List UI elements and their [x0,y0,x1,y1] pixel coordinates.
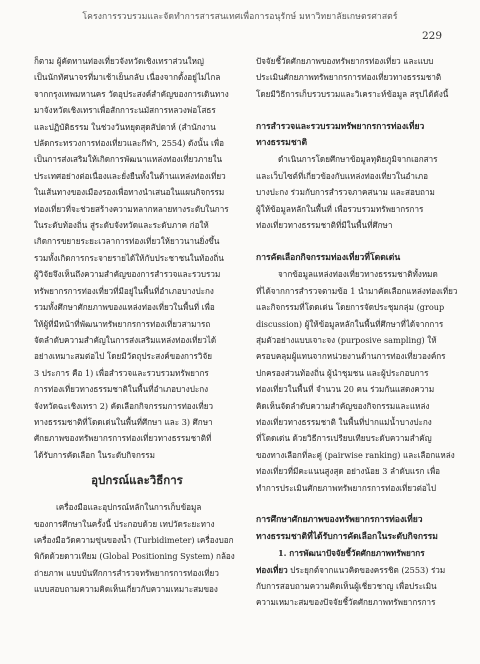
text-line: ในระดับท้องถิ่น สู่ระดับจังหวัดและระดับภาค ก่อให้ [34,220,209,231]
intro-paragraph [34,53,240,463]
text-line: เกิดการขยายระยะเวลาการท่องเที่ยวให้ยาวนานยิ่งขึ้น [34,236,220,247]
text-line [256,545,462,561]
heading-line: การศึกษาศักยภาพของทรัพยากรการท่องเที่ยว [256,515,423,526]
text-line: พิกัดด้วยดาวเทียม (Global Positioning System) กล้อง [34,551,235,562]
text-line: ผู้ให้ข้อมูลหลักในพื้นที่ เพื่อรวบรวมทรัพยากรการ [256,203,424,214]
text-line: ที่โดดเด่น ด้วยวิธีการเปรียบเทียบระดับความสำคัญ [256,433,432,444]
text-line: อย่างเหมาะสมต่อไป โดยมีวัตถุประสงค์ของการวิจัย [34,351,212,362]
text-line: ผู้วิจัยจึงเห็นถึงความสำคัญของการสำรวจและรวบรวม [34,269,221,280]
spacer [256,233,462,249]
right-column [256,53,462,611]
running-header-title: โครงการรวบรวมและจัดทำการสารสนเทศเพื่อการอนุรักษ์ มหาวิทยาลัยเกษตรศาสตร์ [82,12,398,22]
text-line: รวมทั้งเกิดการกระจายรายได้ให้กับประชาชนในท้องถิ่น [34,252,224,263]
text-line: จากกรุงเทพมหานคร วัดอุประสงค์สำคัญของการเดินทาง [34,88,229,99]
text-line: 3 ประการ คือ 1) เพื่อสำรวจและรวบรวมทรัพยากร [34,367,209,378]
text-line: ในเส้นทางของเมืองรองเพื่อทางนำเสนอในแผนกิจกรรม [34,187,225,198]
text-line: จังหวัดฉะเชิงเทรา 2) คัดเลือกกิจกรรมการท่องเที่ยว [34,400,214,411]
subsection-heading-potential [256,512,462,545]
survey-paragraph [256,151,462,233]
text-line: ปัจจัยชี้วัดศักยภาพของทรัพยากรท่องเที่ยว และแบบ [256,56,434,66]
text-line: แบบสอบถามความคิดเห็นเกี่ยวกับความเหมาะสมของ [34,584,218,595]
text-line: ทำการประเมินศักยภาพทรัพยากรการท่องเที่ยวต่อไป [256,482,437,493]
text-line: ประเมินศักยภาพทรัพยากรการท่องเที่ยวทางธรรมชาติ [256,72,442,83]
text-line: ศักยภาพของทรัพยากรการท่องเที่ยวทางธรรมชาติที่ [34,433,212,444]
text-line: มาจังหวัดเชิงเทราเพื่อสักการะนมัสการหลวงพ่อโสธร [34,105,216,116]
numbered-lead: 1. การพัฒนาปัจจัยชี้วัดศักยภาพทรัพยากร [278,548,425,559]
page-number: 229 [421,30,442,42]
text-line: ท่องเที่ยวทางธรรมชาติ ในพื้นที่ปากแม่น้ำบางปะกง [256,416,432,427]
text-line: ครอบคลุมผู้แทนจากหน่วยงานด้านการท่องเที่ยวองค์กร [256,351,446,362]
text-line: ของทางเลือกที่ละคู่ (pairwise ranking) และเลือกแหล่ง [256,449,455,460]
text-line: เป็นการส่งเสริมให้เกิดการพัฒนาแหล่งท่องเที่ยวภายใน [34,154,223,165]
text-line: โดยมีวิธีการเก็บรวบรวมและวิเคราะห์ข้อมูล สรุปได้ดังนี้ [256,88,449,99]
text-line: กับการสอบถามความคิดเห็นผู้เชี่ยวชาญ เพื่อประเมิน [256,581,437,591]
text-line: เครื่องมือวัดความขุ่นของน้ำ (Turbidimeter) เครื่องบอก [34,534,234,545]
text-line: ประเทศอย่างต่อเนื่องและยั่งยืนทั้งในด้านแหล่งท่องเที่ยว [34,170,226,181]
text-line: ก็ตาม ผู้คัดทานท่องเที่ยวจังหวัดเชิงเทราส่วนใหญ่ [34,56,204,66]
text-line: ปกครองส่วนท้องถิ่น ผู้นำชุมชน และผู้ประกอบการ [256,367,429,378]
text-line: และปฏิบัติธรรม ในช่วงวันหยุดสุดสัปดาห์ (สำนักงาน [34,121,216,132]
subsection-heading-selection: การคัดเลือกกิจกรรมท่องเที่ยวที่โดดเด่น [256,252,401,263]
spacer [256,102,462,118]
heading-line: การสำรวจและรวบรวมทรัพยากรการท่องเที่ยว [256,121,425,132]
text-line: และกิจกรรมที่โดดเด่น โดยการจัดประชุมกลุ่ม (group [256,302,445,313]
text-line: ความเหมาะสมของปัจจัยชี้วัดศักยภาพทรัพยากรการ [256,597,436,608]
text-line: และเว็บไซต์ที่เกี่ยวข้องกับแหล่งท่องเที่ยวในอำเภอ [256,170,428,181]
text-line: ทรัพยากรการท่องเที่ยวที่มีอยู่ในพื้นที่อำเภอบางปะกง [34,285,214,296]
selection-paragraph [256,266,462,496]
text-line: discussion) ผู้ให้ข้อมูลหลักในพื้นที่ศึกษาที่ได้จากการ [256,318,444,329]
text-line [256,562,462,578]
text-line: ท่องเที่ยวที่มีคะแนนสูงสุด อย่างน้อย 3 ลำดับแรก เพื่อ [256,466,441,477]
text-line: ปลัดกระทรวงการท่องเที่ยวและกีฬา, 2554) ดังนั้น เพื่อ [34,138,224,149]
text-line: สุ่มตัวอย่างแบบเจาะจง (purposive sampling) ให้ [256,334,437,345]
heading-line: ทางธรรมชาติที่ได้รับการคัดเลือกในระดับกิจกรรม [256,531,438,542]
text-line: ท่องเที่ยวที่จะช่วยสร้างความหลากหลายทางระดับในการ [34,203,229,214]
text-line: ท่องเที่ยวในพื้นที่ จำนวน 20 คน ร่วมกันแสดงความ [256,384,435,395]
text-line: ท่องเที่ยวทางธรรมชาติที่มีในพื้นที่ศึกษา [256,220,393,231]
section-heading-materials-methods: อุปกรณ์และวิธีการ [91,473,183,488]
text-line: รวมทั้งศึกษาศักยภาพของแหล่งท่องเที่ยวในพื้นที่ เพื่อ [34,302,215,313]
text-line: ทางธรรมชาติที่โดดเด่นในพื้นที่ศึกษา และ 3) ศึกษา [34,416,213,427]
potential-paragraph [256,545,462,611]
text-line: การท่องเที่ยวทางธรรมชาติในพื้นที่อำเภอบางปะกง [34,384,209,395]
text-line: ดำเนินการโดยศึกษาข้อมูลทุติยภูมิจากเอกสาร [278,154,438,165]
text-line: ให้ผู้ที่มีหน้าที่พัฒนาทรัพยากรการท่องเที่ยวสามารถ [34,318,211,329]
text-line: ของการศึกษาในครั้งนี้ ประกอบด้วย เทปวัดระยะทาง [34,518,215,529]
intro-continued-paragraph [256,53,462,102]
page-header [0,0,480,44]
subsection-heading-survey [256,119,462,152]
text-line: คิดเห็นจัดลำดับความสำคัญของกิจกรรมและแหล่ง [256,400,430,411]
text-line: ที่ได้จากการสำรวจตามข้อ 1 นำมาคัดเลือกแหล่งท่องเที่ยว [256,285,458,296]
text-line: ถ่ายภาพ แบบบันทึกการสำรวจทรัพยากรการท่องเที่ยว [34,567,219,578]
text-line: จากข้อมูลแหล่งท่องเที่ยวทางธรรมชาติทั้งหมด [278,269,438,280]
text-line: ได้รับการคัดเลือก ในระดับกิจกรรม [34,449,155,460]
text-line: เป็นนักทัศนาจรที่มาเช้าเย็นกลับ เนื่องจากตั้งอยู่ไม่ไกล [34,72,221,83]
left-column [34,53,240,598]
methods-paragraph [34,499,240,597]
numbered-lead-continued: ท่องเที่ยว [256,564,288,575]
text-line: บางปะกง ร่วมกับการสำรวจภาคสนาม และสอบถาม [256,187,435,198]
text-line: จัดลำดับความสำคัญในการส่งเสริมแหล่งท่องเที่ยวได้ [34,334,217,345]
text-line: เครื่องมือและอุปกรณ์หลักในการเก็บข้อมูล [56,502,202,513]
text-run: ประยุกต์จากแนวคิดของครรชิต (2553) ร่วม [287,564,446,575]
spacer [256,496,462,512]
heading-line: ทางธรรมชาติ [256,138,308,149]
